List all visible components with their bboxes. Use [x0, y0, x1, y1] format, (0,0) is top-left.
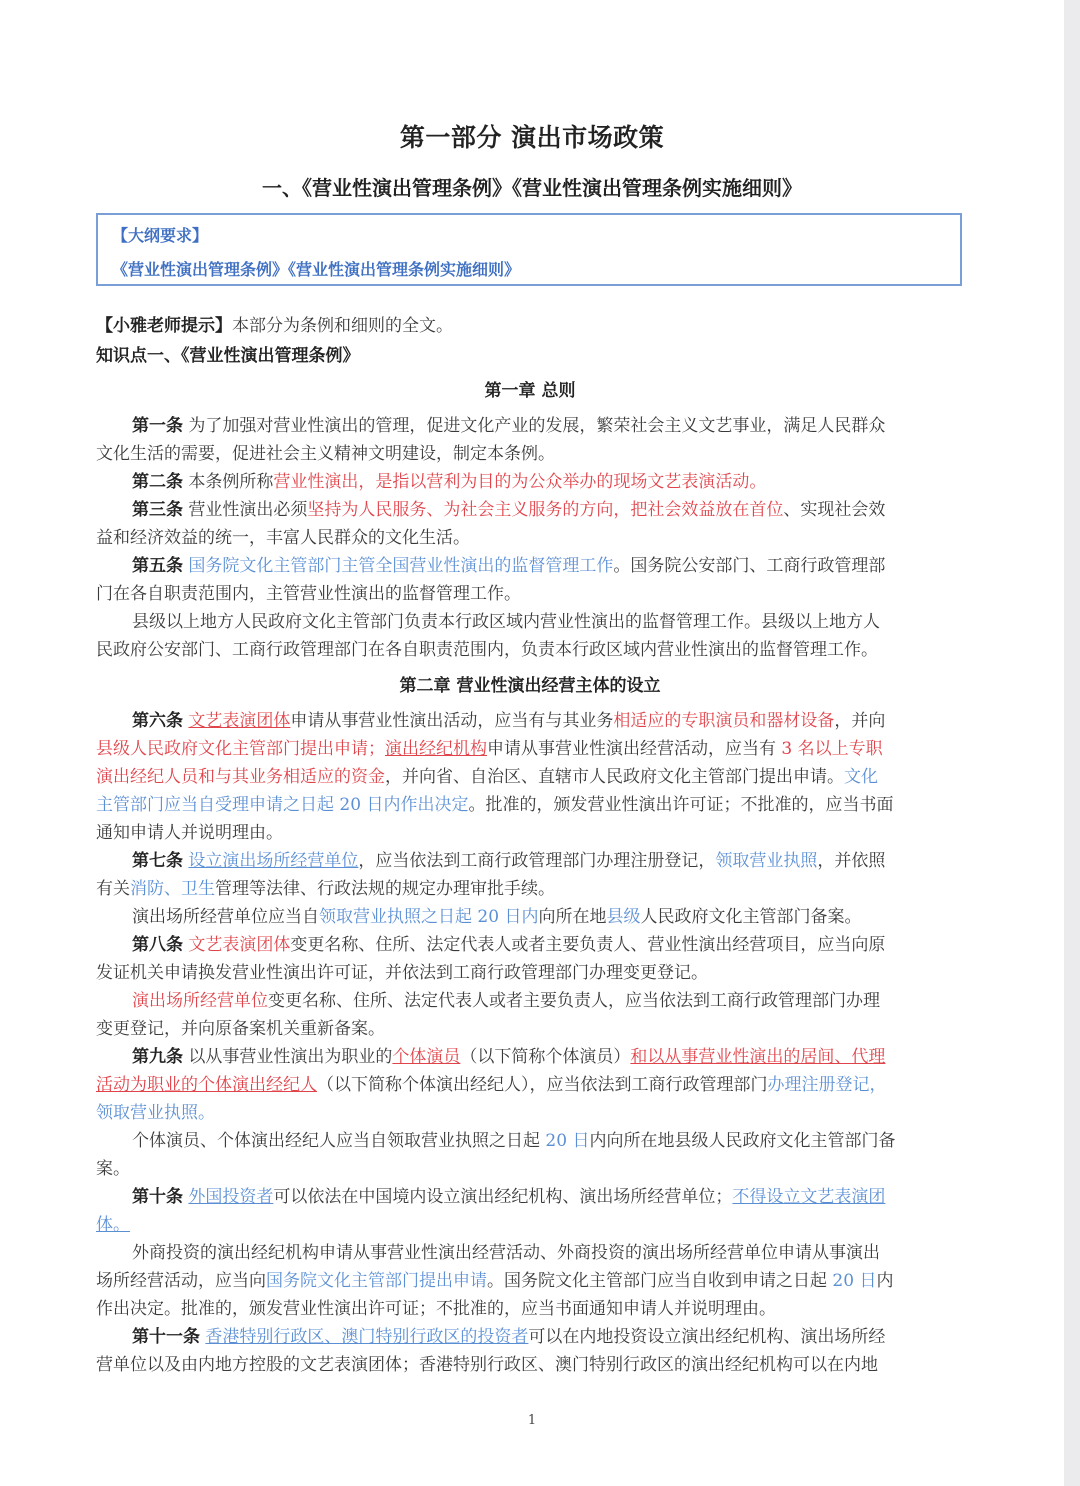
part-title: 第一部分 演出市场政策 — [399, 123, 665, 152]
text: 、实现社会效 — [783, 500, 886, 520]
text: 可以在内地投资设立演出经纪机构、演出场所经 — [528, 1327, 886, 1347]
text: 。批准的，颁发营业性演出许可证；不批准的，应当书面 — [468, 795, 894, 815]
paragraph-line — [132, 1129, 964, 1153]
highlight: 营业性演出 — [273, 472, 359, 492]
highlight: 领取营业执照 — [715, 851, 818, 871]
paragraph-line — [132, 989, 964, 1013]
paragraph-line — [96, 737, 964, 761]
article-7-line — [132, 849, 964, 873]
text: 变更名称、住所、法定代表人或者主要负责人，应当依法到工商行政管理部门办理 — [268, 991, 880, 1011]
text: 内 — [876, 1271, 894, 1291]
text: 可以依法在中国境内设立演出经纪机构、演出场所经营单位； — [273, 1187, 733, 1207]
highlight: 县级 — [606, 907, 641, 927]
highlight: 领取营业执照之日起 20 日内 — [319, 907, 539, 927]
text: ，并向省、自治区、直辖市人民政府文化主管部门提出申请。 — [385, 767, 844, 787]
article-10-line — [132, 1185, 964, 1209]
highlight: 主管部门应当自受理申请之日起 20 日内作出决定 — [96, 795, 469, 815]
highlight: 20 日 — [832, 1271, 877, 1291]
paragraph-line: 外商投资的演出经纪机构申请从事营业性演出经营活动、外商投资的演出场所经营单位申请从事演出 — [132, 1243, 880, 1263]
text: 以从事营业性演出为职业的 — [188, 1047, 393, 1067]
outline-requirements-box — [96, 213, 962, 286]
article-9-line — [132, 1045, 964, 1069]
highlight: 国务院文化主管部门提出申请 — [266, 1271, 487, 1291]
tip-text: 本部分为条例和细则的全文。 — [232, 316, 453, 336]
text: 。国务院公安部门、工商行政管理部 — [613, 556, 886, 576]
page-number: 1 — [527, 1413, 537, 1428]
highlight: 设立演出场所经营单位 — [188, 851, 359, 871]
chapter-2-heading: 第二章 营业性演出经营主体的设立 — [399, 676, 661, 696]
paragraph-line — [96, 793, 964, 817]
teacher-tip — [96, 314, 964, 338]
paragraph-line: 体。 — [96, 1215, 130, 1235]
text: 内向所在地县级人民政府文化主管部门备 — [589, 1131, 896, 1151]
tip-label: 【小雅老师提示】 — [96, 316, 232, 336]
paragraph-line: 民政府公安部门、工商行政管理部门在各自职责范围内，负责本行政区域内营业性演出的监督管理工作。 — [96, 640, 878, 660]
paragraph-line — [96, 1073, 964, 1097]
outline-heading: 【大纲要求】 — [112, 226, 209, 245]
outline-body: 《营业性演出管理条例》《营业性演出管理条例实施细则》 — [112, 260, 521, 279]
knowledge-point-heading: 知识点一、《营业性演出管理条例》 — [96, 346, 360, 366]
article-8-line — [132, 933, 964, 957]
paragraph-line: 领取营业执照。 — [96, 1103, 215, 1123]
paragraph-line: 作出决定。批准的，颁发营业性演出许可证；不批准的，应当书面通知申请人并说明理由。 — [96, 1299, 776, 1319]
highlight: 和以从事营业性演出的居间、代理 — [630, 1047, 886, 1067]
text: ，应当依法到工商行政管理部门办理注册登记， — [358, 851, 716, 871]
paragraph-line — [96, 765, 964, 789]
highlight: 文艺表演团体 — [188, 935, 291, 955]
highlight: 演出经纪人员和与其业务相适应的资金 — [96, 767, 385, 787]
chapter-1-heading: 第一章 总则 — [484, 381, 576, 401]
highlight: ； — [368, 739, 385, 759]
paragraph-line: 通知申请人并说明理由。 — [96, 823, 283, 843]
text: （以下简称个体演员） — [460, 1047, 631, 1067]
paragraph-line: 营单位以及由内地方控股的文艺表演团体；香港特别行政区、澳门特别行政区的演出经纪机构可以在内地 — [96, 1355, 878, 1375]
text: 变更名称、住所、法定代表人或者主要负责人、营业性演出经营项目，应当向原 — [290, 935, 886, 955]
paragraph-line — [96, 877, 964, 901]
highlight: 香港特别行政区、澳门特别行政区的投资者 — [205, 1327, 529, 1347]
highlight: 活动为职业的个体演出经纪人 — [96, 1075, 317, 1095]
highlight: 办理注册登记， — [767, 1075, 887, 1095]
highlight: 国务院文化主管部门主管全国营业性演出的监督管理工作 — [188, 556, 614, 576]
paragraph-line: 变更登记，并向原备案机关重新备案。 — [96, 1019, 385, 1039]
text: 演出场所经营单位应当自 — [132, 907, 319, 927]
highlight: 外国投资者 — [188, 1187, 274, 1207]
article-label: 第一条 — [132, 416, 183, 436]
article-3-line — [132, 498, 964, 522]
article-label: 第七条 — [132, 851, 183, 871]
highlight: 相适应的专职演员和器材设备 — [613, 711, 835, 731]
highlight: ，是指以营利为目的为公众举办的现场文艺表演活动。 — [358, 472, 767, 492]
article-1-line — [132, 414, 964, 438]
text: 管理等法律、行政法规的规定办理审批手续。 — [215, 879, 555, 899]
text: 有关 — [96, 879, 130, 899]
highlight: 3 — [781, 739, 793, 759]
article-2-line — [132, 470, 964, 494]
paragraph-line — [96, 1269, 964, 1293]
article-5-line — [132, 554, 964, 578]
article-11-line — [132, 1325, 964, 1349]
text: ，并向 — [834, 711, 886, 731]
highlight: 消防、卫生 — [130, 879, 215, 899]
article-label: 第九条 — [132, 1047, 183, 1067]
highlight: 名以上专职 — [792, 739, 883, 759]
article-label: 第八条 — [132, 935, 183, 955]
paragraph-line: 文化生活的需要，促进社会主义精神文明建设，制定本条例。 — [96, 444, 555, 464]
article-label: 第十一条 — [132, 1327, 200, 1347]
highlight: 20 日 — [545, 1131, 590, 1151]
text: 个体演员、个体演出经纪人应当自领取营业执照之日起 — [132, 1131, 546, 1151]
paragraph-line: 案。 — [96, 1159, 130, 1179]
text: 本条例所称 — [188, 472, 274, 492]
highlight: 坚持为人民服务、为社会主义服务的方向，把社会效益放在首位 — [307, 500, 784, 520]
text: 场所经营活动，应当向 — [96, 1271, 266, 1291]
highlight: 个体演员 — [392, 1047, 461, 1067]
text: 人民政府文化主管部门备案。 — [640, 907, 862, 927]
paragraph-line: 发证机关申请换发营业性演出许可证，并依法到工商行政管理部门办理变更登记。 — [96, 963, 708, 983]
text: 营业性演出必须 — [188, 500, 308, 520]
highlight: 文艺表演团体 — [188, 711, 291, 731]
paragraph-line: 益和经济效益的统一，丰富人民群众的文化生活。 — [96, 528, 470, 548]
highlight: 演出经纪机构 — [385, 739, 487, 759]
text: （以下简称个体演出经纪人），应当依法到工商行政管理部门 — [317, 1075, 768, 1095]
text: 向所在地 — [538, 907, 607, 927]
article-label: 第三条 — [132, 500, 183, 520]
article-label: 第十条 — [132, 1187, 183, 1207]
paragraph-line: 县级以上地方人民政府文化主管部门负责本行政区域内营业性演出的监督管理工作。县级以上地方人 — [132, 612, 880, 632]
text: 申请从事营业性演出活动，应当有与其业务 — [290, 711, 614, 731]
highlight: 文化 — [844, 767, 878, 787]
highlight: 不得设立文艺表演团 — [732, 1187, 886, 1207]
article-label: 第二条 — [132, 472, 183, 492]
article-label: 第六条 — [132, 711, 183, 731]
text: 为了加强对营业性演出的管理，促进文化产业的发展，繁荣社会主义文艺事业，满足人民群众 — [188, 416, 886, 436]
article-6-line — [132, 709, 964, 733]
article-label: 第五条 — [132, 556, 183, 576]
paragraph-line — [132, 905, 964, 929]
text: 。国务院文化主管部门应当自收到申请之日起 — [487, 1271, 833, 1291]
text: ，并依照 — [817, 851, 886, 871]
paragraph-line: 门在各自职责范围内，主管营业性演出的监督管理工作。 — [96, 584, 521, 604]
text: 申请从事营业性演出经营活动，应当有 — [487, 739, 782, 759]
section-title: 一、《营业性演出管理条例》《营业性演出管理条例实施细则》 — [262, 176, 802, 200]
highlight: 县级人民政府文化主管部门提出申请 — [96, 739, 368, 759]
highlight: 演出场所经营单位 — [132, 991, 268, 1011]
